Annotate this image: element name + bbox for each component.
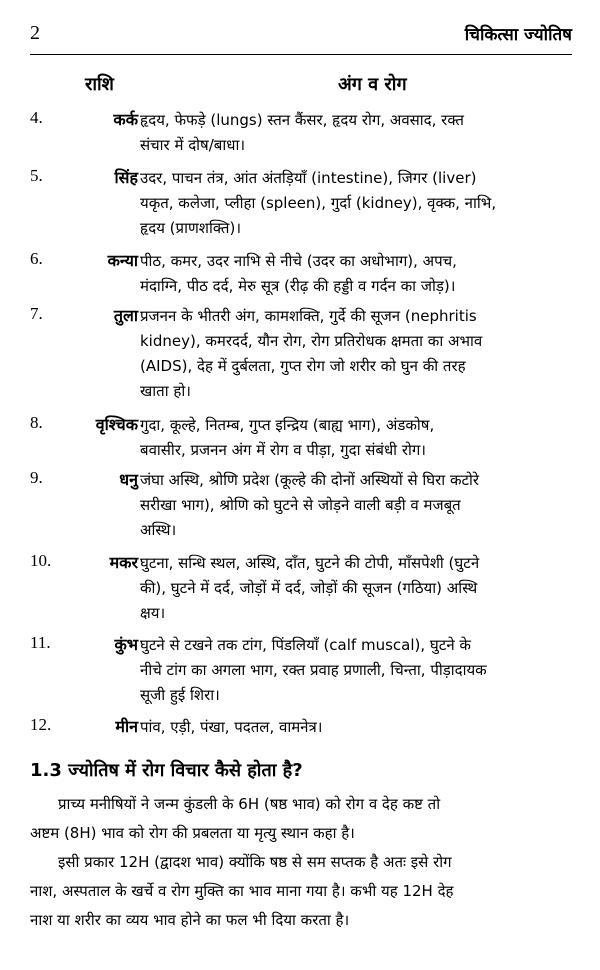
text-line: प्राच्य मनीषियों ने जन्म कुंडली के 6H (षष्ठ भाव) को रोग व देह कष्ट तो bbox=[58, 795, 441, 813]
text-line: मंदाग्नि, पीठ दर्द, मेरु सूत्र (रीढ़ की हड्डी व गर्दन का जोड़)। bbox=[140, 277, 456, 295]
text-line: घुटना, सन्धि स्थल, अस्थि, दाँत, घुटने की टोपी, माँसपेशी (घुटने bbox=[140, 554, 480, 572]
text-line: अष्टम (8H) भाव को रोग की प्रबलता या मृत्यु स्थान कहा है। bbox=[30, 824, 355, 842]
ang-rog-text bbox=[140, 166, 575, 241]
ang-rog-text bbox=[140, 633, 575, 708]
text-line: kidney), कमरदर्द, यौन रोग, रोग प्रतिरोधक क्षमता का अभाव bbox=[140, 332, 483, 350]
text-line: पांव, एड़ी, पंखा, पदतल, वामनेत्र। bbox=[140, 718, 323, 736]
ang-rog-text bbox=[140, 108, 575, 158]
text-line: नाश या शरीर का व्यय भाव होने का फल भी दिया करता है। bbox=[30, 911, 350, 929]
section-heading: 1.3 ज्योतिष में रोग विचार कैसे होता है? bbox=[30, 760, 303, 781]
running-title: चिकित्सा ज्योतिष bbox=[464, 25, 572, 45]
item-number: 10. bbox=[30, 551, 52, 570]
item-number: 9. bbox=[30, 468, 43, 487]
rashi-name: कुंभ bbox=[114, 635, 138, 654]
text-line: बवासीर, प्रजनन अंग में रोग व पीड़ा, गुदा संबंधी रोग। bbox=[140, 441, 426, 459]
rashi-name: कर्क bbox=[113, 110, 138, 129]
text-line: हृदय, फेफड़े (lungs) स्तन कैंसर, हृदय रोग, अवसाद, रक्त bbox=[140, 111, 464, 129]
text-line: सरीखा भाग), श्रोणि को घुटने से जोड़ने वाली बड़ी व मजबूत bbox=[140, 496, 461, 514]
page-number: 2 bbox=[30, 22, 40, 44]
text-line: खाता हो। bbox=[140, 382, 191, 400]
header-rule bbox=[30, 54, 572, 55]
text-line: घुटने से टखने तक टांग, पिंडलियाँ (calf muscal), घुटने के bbox=[140, 636, 471, 654]
text-line: इसी प्रकार 12H (द्वादश भाव) क्योंकि षष्ठ से सम सप्तक है अतः इसे रोग bbox=[58, 853, 452, 871]
item-number: 8. bbox=[30, 413, 43, 432]
text-line: क्षय। bbox=[140, 604, 166, 622]
item-number: 5. bbox=[30, 166, 43, 185]
ang-rog-text bbox=[140, 413, 575, 463]
item-number: 4. bbox=[30, 108, 43, 127]
paragraph bbox=[30, 790, 575, 848]
rashi-name: धनु bbox=[119, 470, 138, 489]
rashi-name: मीन bbox=[115, 717, 138, 736]
text-line: की), घुटने में दर्द, जोड़ों में दर्द, जोड़ों की सूजन (गठिया) अस्थि bbox=[140, 579, 478, 597]
item-number: 6. bbox=[30, 249, 43, 268]
text-line: (AIDS), देह में दुर्बलता, गुप्त रोग जो शरीर को घुन की तरह bbox=[140, 357, 466, 375]
text-line: नीचे टांग का अगला भाग, रक्त प्रवाह प्रणाली, चिन्ता, पीड़ादायक bbox=[140, 661, 487, 679]
text-line: नाश, अस्पताल के खर्चे व रोग मुक्ति का भाव माना गया है। कभी यह 12H देह bbox=[30, 882, 454, 900]
item-number: 11. bbox=[30, 633, 51, 652]
ang-rog-text bbox=[140, 468, 575, 543]
ang-rog-text bbox=[140, 249, 575, 299]
rashi-name: सिंह bbox=[114, 168, 138, 187]
ang-rog-text bbox=[140, 715, 575, 740]
text-line: अस्थि। bbox=[140, 521, 177, 539]
ang-rog-text bbox=[140, 551, 575, 626]
item-number: 12. bbox=[30, 715, 52, 734]
column-heading-ang-rog: अंग व रोग bbox=[338, 74, 407, 95]
ang-rog-text bbox=[140, 304, 575, 404]
item-number: 7. bbox=[30, 304, 43, 323]
text-line: जंघा अस्थि, श्रोणि प्रदेश (कूल्हे की दोनों अस्थियों से घिरा कटोरे bbox=[140, 471, 480, 489]
text-line: संचार में दोष/बाधा। bbox=[140, 136, 246, 154]
text-line: पीठ, कमर, उदर नाभि से नीचे (उदर का अधोभाग), अपच, bbox=[140, 252, 457, 270]
text-line: प्रजनन के भीतरी अंग, कामशक्ति, गुर्दे की सूजन (nephritis bbox=[140, 307, 477, 325]
text-line: सूजी हुई शिरा। bbox=[140, 686, 220, 704]
rashi-name: कन्या bbox=[107, 251, 138, 270]
text-line: हृदय (प्राणशक्ति)। bbox=[140, 219, 242, 237]
text-line: यकृत, कलेजा, प्लीहा (spleen), गुर्दा (kidney), वृक्क, नाभि, bbox=[140, 194, 497, 212]
page-header bbox=[30, 22, 572, 50]
rashi-name: मकर bbox=[109, 553, 138, 572]
rashi-name: वृश्चिक bbox=[95, 415, 138, 434]
column-heading-rashi: राशि bbox=[85, 74, 114, 95]
text-line: उदर, पाचन तंत्र, आंत अंतड़ियाँ (intestine), जिगर (liver) bbox=[140, 169, 477, 187]
text-line: गुदा, कूल्हे, नितम्ब, गुप्त इन्द्रिय (बाह्य भाग), अंडकोष, bbox=[140, 416, 435, 434]
rashi-name: तुला bbox=[113, 306, 138, 325]
paragraph bbox=[30, 848, 575, 935]
